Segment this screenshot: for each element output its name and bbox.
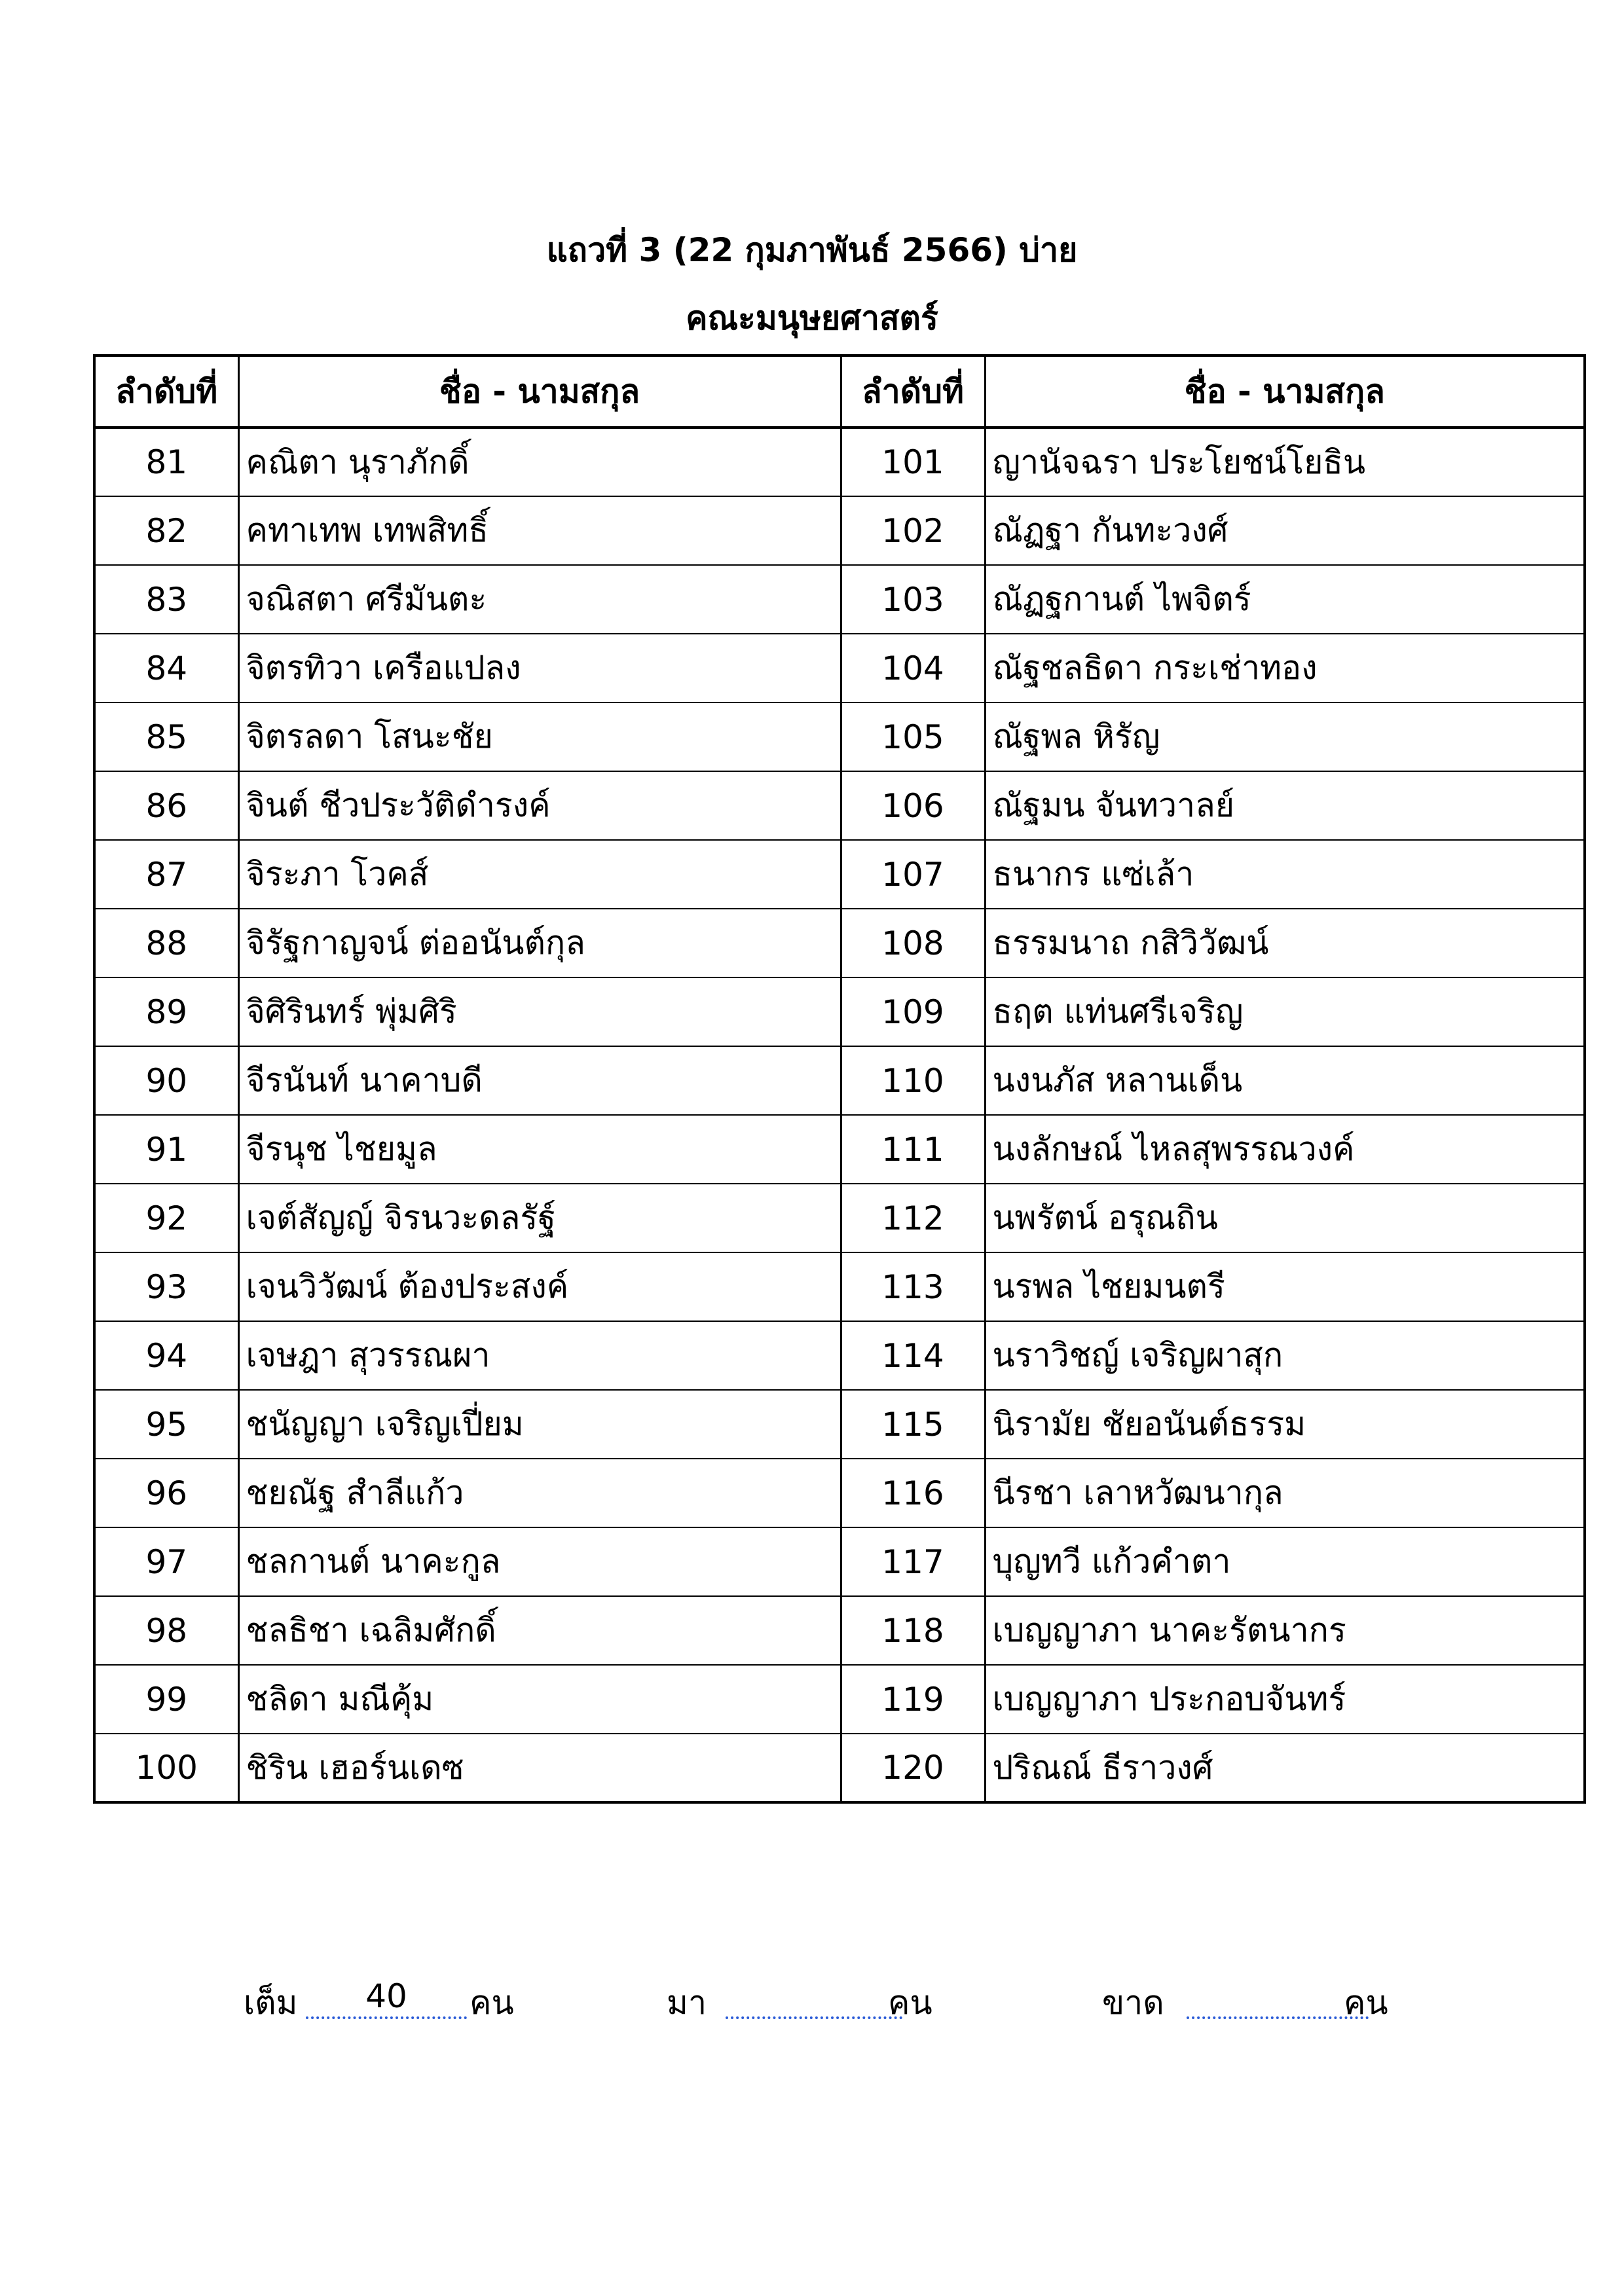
row-number-left: 89	[94, 977, 238, 1046]
row-name-left: ชลธิชา เฉลิมศักดิ์	[238, 1596, 841, 1665]
row-name-left: เจษฎา สุวรรณผา	[238, 1321, 841, 1390]
absent-count-blank[interactable]	[1187, 1977, 1369, 2019]
row-number-left: 83	[94, 565, 238, 634]
present-label: มา	[667, 1984, 707, 2022]
table-row	[94, 1184, 1585, 1252]
row-name-right: ณัฐมน จันทวาลย์	[985, 771, 1585, 840]
row-name-right: เบญญาภา นาคะรัตนากร	[985, 1596, 1585, 1665]
header-no-left: ลำดับที่	[94, 355, 238, 428]
row-number-right: 117	[841, 1527, 985, 1596]
row-name-right: ธฤต แท่นศรีเจริญ	[985, 977, 1585, 1046]
row-name-right: ญานัจฉรา ประโยชน์โยธิน	[985, 428, 1585, 496]
row-name-left: จีรนุช ไชยมูล	[238, 1115, 841, 1184]
table-row	[94, 428, 1585, 496]
table-row	[94, 840, 1585, 909]
table-row	[94, 565, 1585, 634]
row-number-right: 103	[841, 565, 985, 634]
row-number-left: 91	[94, 1115, 238, 1184]
row-name-left: จินต์ ชีวประวัติดำรงค์	[238, 771, 841, 840]
row-name-left: คทาเทพ เทพสิทธิ์	[238, 496, 841, 565]
row-name-left: จิศิรินทร์ พุ่มศิริ	[238, 977, 841, 1046]
row-name-right: ธรรมนาถ กสิวิวัฒน์	[985, 909, 1585, 977]
row-name-right: เบญญาภา ประกอบจันทร์	[985, 1665, 1585, 1734]
row-name-left: ชลิดา มณีคุ้ม	[238, 1665, 841, 1734]
row-name-left: เจต์สัญญ์ จิรนวะดลรัฐ์	[238, 1184, 841, 1252]
row-number-left: 93	[94, 1252, 238, 1321]
row-number-right: 116	[841, 1459, 985, 1527]
table-row	[94, 977, 1585, 1046]
row-number-left: 88	[94, 909, 238, 977]
row-number-left: 96	[94, 1459, 238, 1527]
header-name-right: ชื่อ - นามสกุล	[985, 355, 1585, 428]
row-number-right: 105	[841, 702, 985, 771]
row-number-right: 106	[841, 771, 985, 840]
row-number-right: 101	[841, 428, 985, 496]
row-number-left: 94	[94, 1321, 238, 1390]
row-name-right: ณัฐพล หิรัญ	[985, 702, 1585, 771]
row-name-left: จณิสตา ศรีมันตะ	[238, 565, 841, 634]
present-unit: คน	[888, 1984, 932, 2022]
full-count-blank	[306, 1977, 467, 2019]
row-name-right: นรพล ไชยมนตรี	[985, 1252, 1585, 1321]
row-number-right: 112	[841, 1184, 985, 1252]
row-name-left: จีรนันท์ นาคาบดี	[238, 1046, 841, 1115]
present-count-blank[interactable]	[726, 1977, 902, 2019]
row-name-right: ณัฏฐกานต์ ไพจิตร์	[985, 565, 1585, 634]
row-name-right: บุญทวี แก้วคำตา	[985, 1527, 1585, 1596]
row-number-right: 114	[841, 1321, 985, 1390]
faculty-subtitle: คณะมนุษยศาสตร์	[686, 299, 938, 337]
row-name-left: ชิริน เฮอร์นเดซ	[238, 1734, 841, 1802]
table-row	[94, 1665, 1585, 1734]
row-name-right: ณัฐชลธิดา กระเช่าทอง	[985, 634, 1585, 702]
table-row	[94, 771, 1585, 840]
row-number-left: 84	[94, 634, 238, 702]
row-name-left: คณิตา นุราภักดิ์	[238, 428, 841, 496]
row-number-left: 98	[94, 1596, 238, 1665]
table-row	[94, 702, 1585, 771]
row-number-left: 86	[94, 771, 238, 840]
row-number-left: 100	[94, 1734, 238, 1802]
row-number-left: 97	[94, 1527, 238, 1596]
roster-table	[93, 354, 1586, 1804]
table-row	[94, 1046, 1585, 1115]
row-number-right: 109	[841, 977, 985, 1046]
row-name-left: ชนัญญา เจริญเปี่ยม	[238, 1390, 841, 1459]
row-number-right: 113	[841, 1252, 985, 1321]
row-number-right: 104	[841, 634, 985, 702]
row-number-right: 102	[841, 496, 985, 565]
table-row	[94, 1390, 1585, 1459]
row-number-right: 108	[841, 909, 985, 977]
row-name-left: เจนวิวัฒน์ ต้องประสงค์	[238, 1252, 841, 1321]
row-name-right: นิรามัย ชัยอนันต์ธรรม	[985, 1390, 1585, 1459]
table-row	[94, 1115, 1585, 1184]
row-number-left: 92	[94, 1184, 238, 1252]
row-name-right: นีรชา เลาหวัฒนากุล	[985, 1459, 1585, 1527]
row-number-left: 82	[94, 496, 238, 565]
row-name-left: ชลกานต์ นาคะกูล	[238, 1527, 841, 1596]
table-row	[94, 1321, 1585, 1390]
row-name-right: ปริณณ์ ธีราวงศ์	[985, 1734, 1585, 1802]
table-row	[94, 496, 1585, 565]
row-name-right: นงนภัส หลานเด็น	[985, 1046, 1585, 1115]
header-name-left: ชื่อ - นามสกุล	[238, 355, 841, 428]
row-name-left: จิรัฐกาญจน์ ต่ออนันต์กุล	[238, 909, 841, 977]
table-row	[94, 1459, 1585, 1527]
row-name-right: นพรัตน์ อรุณถิน	[985, 1184, 1585, 1252]
row-name-left: จิระภา โวคส์	[238, 840, 841, 909]
row-name-left: จิตรลดา โสนะชัย	[238, 702, 841, 771]
row-number-right: 119	[841, 1665, 985, 1734]
row-number-left: 85	[94, 702, 238, 771]
row-number-right: 110	[841, 1046, 985, 1115]
table-row	[94, 1596, 1585, 1665]
table-row	[94, 1734, 1585, 1802]
row-number-left: 87	[94, 840, 238, 909]
row-name-right: ธนากร แซ่เล้า	[985, 840, 1585, 909]
attendance-footer	[0, 1958, 1624, 2036]
absent-unit: คน	[1344, 1984, 1388, 2022]
page-title: แถวที่ 3 (22 กุมภาพันธ์ 2566) บ่าย	[546, 231, 1078, 269]
table-row	[94, 1527, 1585, 1596]
header-no-right: ลำดับที่	[841, 355, 985, 428]
row-number-left: 81	[94, 428, 238, 496]
absent-label: ขาด	[1102, 1984, 1164, 2022]
row-number-left: 95	[94, 1390, 238, 1459]
row-number-right: 107	[841, 840, 985, 909]
row-name-right: ณัฏฐา กันทะวงศ์	[985, 496, 1585, 565]
full-unit: คน	[470, 1984, 514, 2022]
table-row	[94, 909, 1585, 977]
table-header-row	[94, 355, 1585, 428]
full-label: เต็ม	[244, 1984, 298, 2022]
row-number-left: 90	[94, 1046, 238, 1115]
row-number-right: 120	[841, 1734, 985, 1802]
row-number-left: 99	[94, 1665, 238, 1734]
row-name-right: นราวิชญ์ เจริญผาสุก	[985, 1321, 1585, 1390]
row-name-right: นงลักษณ์ ไหลสุพรรณวงค์	[985, 1115, 1585, 1184]
table-row	[94, 634, 1585, 702]
table-row	[94, 1252, 1585, 1321]
row-number-right: 118	[841, 1596, 985, 1665]
row-number-right: 111	[841, 1115, 985, 1184]
full-count-value: 40	[365, 1977, 407, 2015]
row-number-right: 115	[841, 1390, 985, 1459]
row-name-left: ชยณัฐ สำลีแก้ว	[238, 1459, 841, 1527]
row-name-left: จิตรทิวา เครือแปลง	[238, 634, 841, 702]
